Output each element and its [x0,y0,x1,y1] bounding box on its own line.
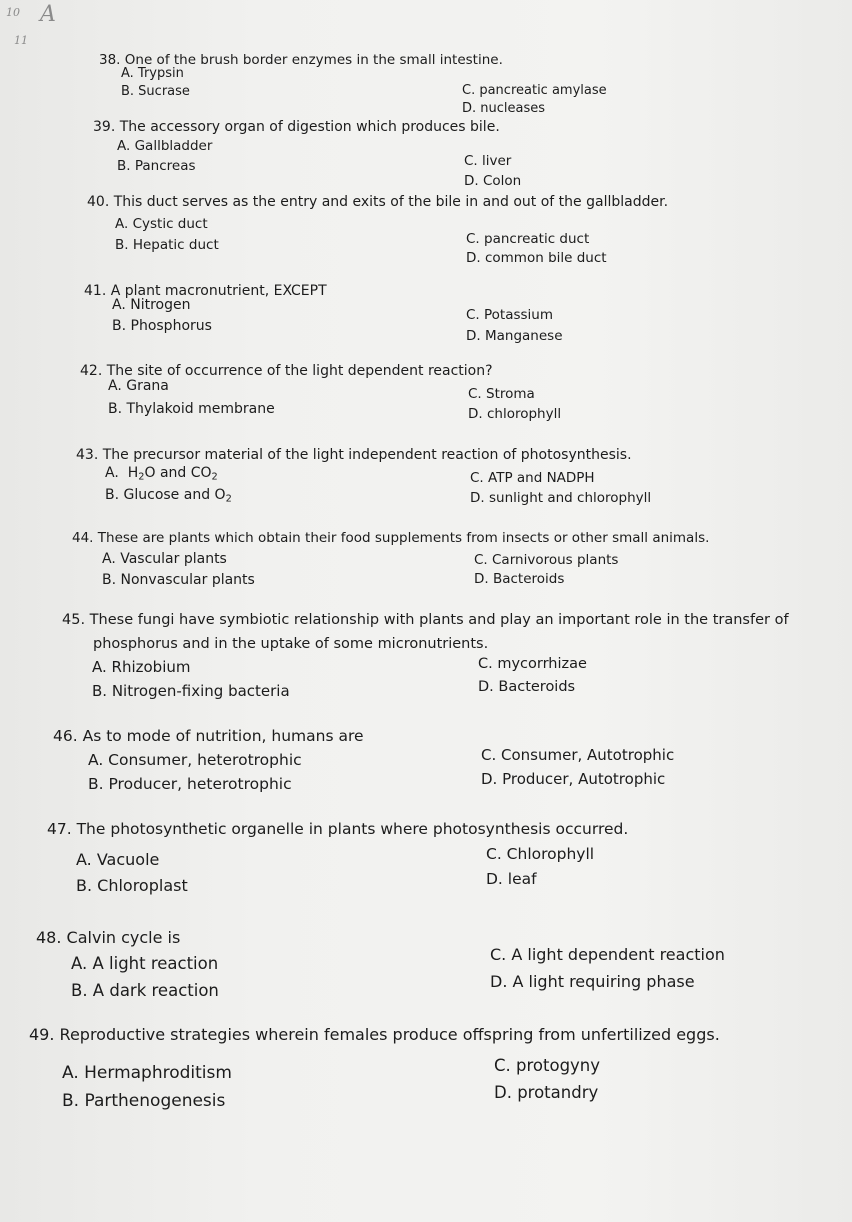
question-47-stem: 47. The photosynthetic organelle in plants where photosynthesis occurred. [47,820,629,838]
question-39-option-b[interactable]: B. Pancreas [117,158,196,174]
question-44-option-c[interactable]: C. Carnivorous plants [474,552,619,568]
margin-mark-10: 10 [6,6,20,19]
margin-mark-11: 11 [14,34,28,47]
question-42-option-a[interactable]: A. Grana [108,378,169,394]
question-49-option-a[interactable]: A. Hermaphroditism [62,1063,232,1083]
question-41-option-b[interactable]: B. Phosphorus [112,318,212,334]
question-42-option-c[interactable]: C. Stroma [468,386,535,402]
question-46-option-d[interactable]: D. Producer, Autotrophic [481,770,666,788]
question-43-option-b[interactable]: B. Glucose and $O_2$ [105,487,232,505]
question-49-option-d[interactable]: D. protandry [494,1083,599,1102]
question-48-option-c[interactable]: C. A light dependent reaction [490,945,725,964]
question-43-option-d[interactable]: D. sunlight and chlorophyll [470,490,652,506]
question-45-option-b[interactable]: B. Nitrogen-fixing bacteria [92,682,290,700]
question-46-option-a[interactable]: A. Consumer, heterotrophic [88,751,302,769]
question-44-option-d[interactable]: D. Bacteroids [474,571,565,587]
question-45-option-c[interactable]: C. mycorrhizae [478,656,587,672]
question-38-option-d[interactable]: D. nucleases [462,101,546,116]
question-48-option-a[interactable]: A. A light reaction [71,954,219,973]
question-39-option-d[interactable]: D. Colon [464,173,522,189]
question-47-option-b[interactable]: B. Chloroplast [76,876,188,895]
question-49-option-b[interactable]: B. Parthenogenesis [62,1091,226,1111]
question-44-option-a[interactable]: A. Vascular plants [102,551,227,567]
question-38-option-c[interactable]: C. pancreatic amylase [462,83,607,98]
question-39-option-c[interactable]: C. liver [464,153,512,169]
question-47-option-d[interactable]: D. leaf [486,870,537,888]
question-45-stem: 45. These fungi have symbiotic relationship with plants and play an important role in the transfer of [62,612,789,628]
question-47-option-a[interactable]: A. Vacuole [76,850,160,869]
question-40-option-b[interactable]: B. Hepatic duct [115,237,219,253]
question-39-option-a[interactable]: A. Gallbladder [117,138,213,154]
question-40-option-c[interactable]: C. pancreatic duct [466,231,590,247]
question-39-stem: 39. The accessory organ of digestion which produces bile. [93,119,500,135]
question-38-option-a[interactable]: A. Trypsin [121,66,184,81]
question-46-option-c[interactable]: C. Consumer, Autotrophic [481,746,675,764]
question-44-stem: 44. These are plants which obtain their food supplements from insects or other small animals. [72,530,710,546]
question-42-option-d[interactable]: D. chlorophyll [468,406,562,422]
question-43-option-a[interactable]: A. $H_2O$ and $CO_2$ [105,465,218,483]
question-45-stem-line-2: phosphorus and in the uptake of some micronutrients. [93,636,489,652]
question-43-option-c[interactable]: C. ATP and NADPH [470,470,595,486]
question-41-option-c[interactable]: C. Potassium [466,307,554,323]
question-38-option-b[interactable]: B. Sucrase [121,84,190,99]
question-48-option-b[interactable]: B. A dark reaction [71,981,219,1000]
question-49-option-c[interactable]: C. protogyny [494,1056,601,1075]
question-45-option-a[interactable]: A. Rhizobium [92,658,191,676]
question-38-stem: 38. One of the brush border enzymes in the small intestine. [99,52,503,68]
question-41-option-a[interactable]: A. Nitrogen [112,297,191,313]
question-48-stem: 48. Calvin cycle is [36,928,181,947]
question-42-option-b[interactable]: B. Thylakoid membrane [108,401,275,417]
question-48-option-d[interactable]: D. A light requiring phase [490,972,695,991]
margin-mark-a: A [40,2,56,27]
question-42-stem: 42. The site of occurrence of the light dependent reaction? [80,363,493,379]
question-41-stem: 41. A plant macronutrient, EXCEPT [84,283,327,299]
question-46-option-b[interactable]: B. Producer, heterotrophic [88,775,292,793]
question-41-option-d[interactable]: D. Manganese [466,328,563,344]
question-43-stem: 43. The precursor material of the light independent reaction of photosynthesis. [76,447,632,463]
question-40-stem: 40. This duct serves as the entry and exits of the bile in and out of the gallbladder. [87,194,669,210]
question-44-option-b[interactable]: B. Nonvascular plants [102,572,255,588]
question-45-option-d[interactable]: D. Bacteroids [478,679,576,695]
question-40-option-d[interactable]: D. common bile duct [466,250,607,266]
question-46-stem: 46. As to mode of nutrition, humans are [53,727,364,745]
question-40-option-a[interactable]: A. Cystic duct [115,216,208,232]
question-49-stem: 49. Reproductive strategies wherein females produce offspring from unfertilized eggs. [29,1025,720,1044]
question-47-option-c[interactable]: C. Chlorophyll [486,845,595,863]
